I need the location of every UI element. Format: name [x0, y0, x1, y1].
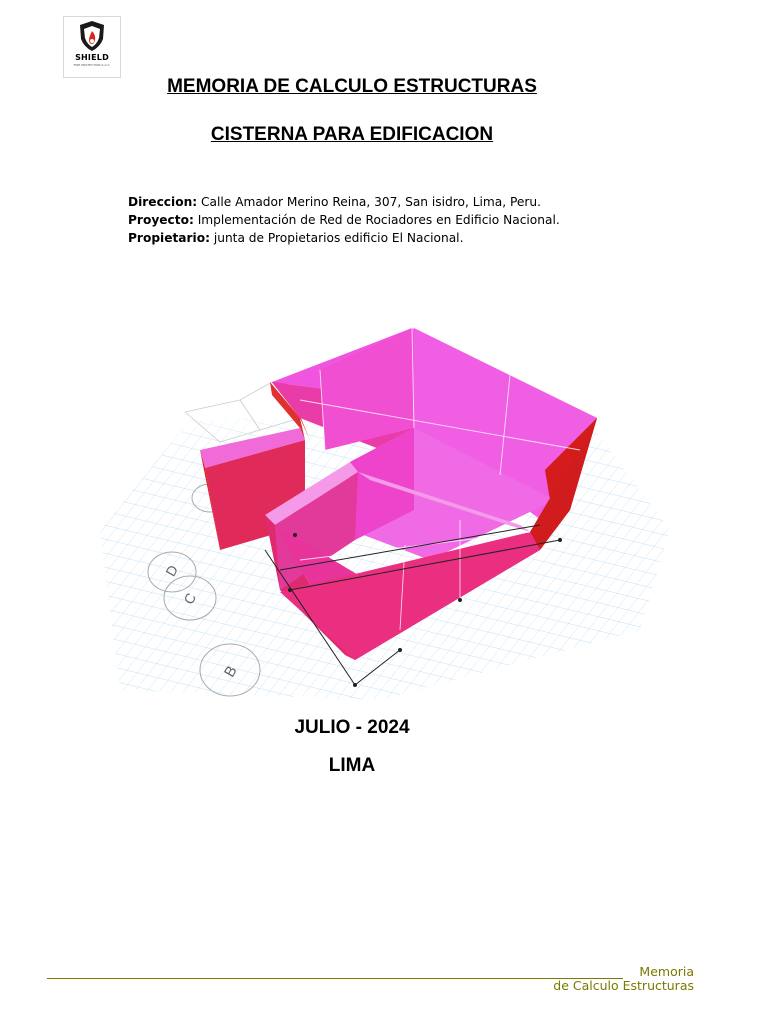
grid-label-d: D — [162, 562, 182, 579]
grid-label-b: B — [220, 663, 241, 681]
footer-rule — [47, 978, 623, 979]
detail-project: Proyecto: Implementación de Red de Rociadores en Edificio Nacional. — [128, 213, 560, 227]
company-logo — [63, 16, 121, 78]
footer-label — [553, 965, 694, 993]
document-date: JULIO - 2024 — [294, 717, 410, 738]
detail-address: Direccion: Calle Amador Merino Reina, 307, San isidro, Lima, Peru. — [128, 195, 541, 209]
shield-icon — [64, 17, 120, 53]
project-details — [128, 193, 560, 247]
footer-line1: Memoria — [639, 964, 694, 979]
detail-owner: Propietario: junta de Propietarios edificio El Nacional. — [128, 231, 464, 245]
structural-model-figure — [100, 300, 670, 700]
document-title: MEMORIA DE CALCULO ESTRUCTURAS — [167, 76, 537, 97]
document-subtitle: CISTERNA PARA EDIFICACION — [210, 124, 494, 145]
cistern-3d-model — [100, 300, 670, 700]
logo-name: SHIELD — [75, 53, 109, 62]
footer-line2: de Calculo Estructuras — [553, 978, 694, 993]
grid-label-c: C — [180, 590, 200, 607]
document-city: LIMA — [328, 755, 376, 776]
logo-tagline: FIRE PROTECTION S.A.C. — [73, 63, 111, 67]
